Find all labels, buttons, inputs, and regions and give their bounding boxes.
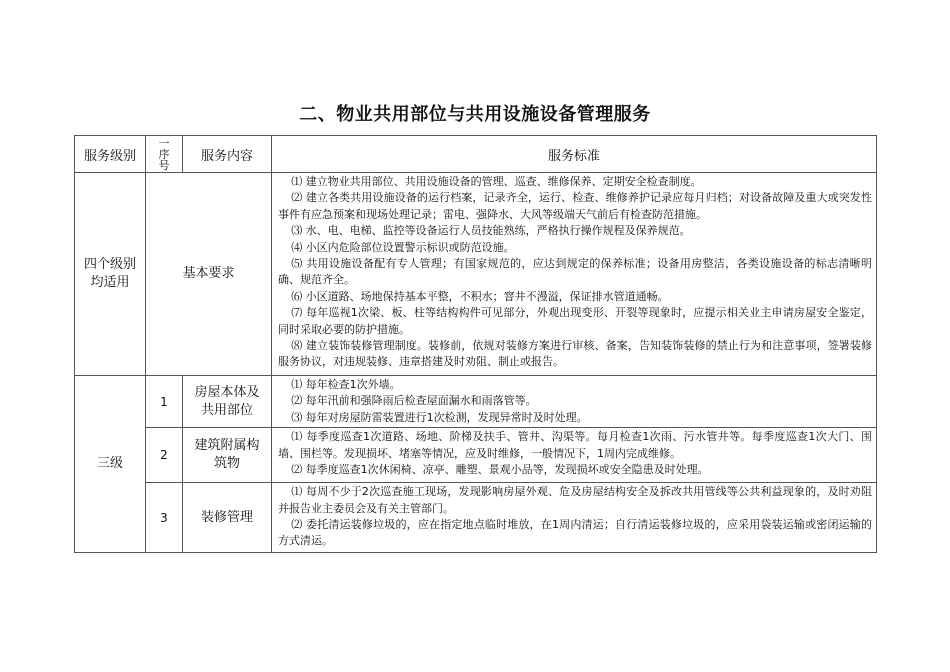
table-row-level3-3 bbox=[75, 483, 877, 553]
table-row-basic bbox=[75, 173, 877, 376]
seq-cell: 3 bbox=[146, 483, 183, 553]
service-standard-table bbox=[74, 135, 877, 553]
standard-item: ⑶ 每年对房屋防雷装置进行1次检测，发现异常时及时处理。 bbox=[291, 410, 588, 424]
standard-item: ⑴ 每季度巡查1次道路、场地、阶梯及扶手、管井、沟渠等。每月检查1次雨、污水管井等。每季度巡查1次大门、围墙、围栏等。发现损坏、堵塞等情况，应及时维修，一般情况下，1周内完成维修。 bbox=[278, 430, 872, 460]
level-cell-all: 四个级别均适用 bbox=[75, 173, 146, 376]
standard-item: ⑵ 委托清运装修垃圾的，应在指定地点临时堆放，在1周内清运；自行清运装修垃圾的，应采用袋装运输或密闭运输的方式清运。 bbox=[278, 518, 872, 548]
header-seq bbox=[146, 136, 183, 173]
content-cell: 建筑附属构筑物 bbox=[183, 428, 272, 483]
header-seq-line2: 序 bbox=[158, 147, 170, 161]
content-cell: 房屋本体及共用部位 bbox=[183, 376, 272, 428]
standard-item: ⑷ 小区内危险部位设置警示标识或防范设施。 bbox=[291, 240, 515, 254]
level-cell-3: 三级 bbox=[75, 376, 146, 553]
table-header-row bbox=[75, 136, 877, 173]
standard-item: ⑵ 每季度巡查1次休闲椅、凉亭、雕塑、景观小品等，发现损坏或安全隐患及时处理。 bbox=[291, 463, 709, 477]
standard-item: ⑴ 建立物业共用部位、共用设施设备的管理、巡查、维修保养、定期安全检查制度。 bbox=[291, 175, 702, 188]
standard-item: ⑸ 共用设施设备配有专人管理；有国家规范的，应达到规定的保养标准；设备用房整洁，各类设施设备的标志清晰明确、规范齐全。 bbox=[278, 257, 872, 287]
standard-item: ⑶ 水、电、电梯、监控等设备运行人员技能熟练，严格执行操作规程及保养规范。 bbox=[291, 224, 691, 238]
content-cell: 装修管理 bbox=[183, 483, 272, 553]
standard-cell bbox=[272, 428, 877, 483]
standard-item: ⑵ 建立各类共用设施设备的运行档案，记录齐全，运行、检查、维修养护记录应每月归档；对设备故障及重大或突发性事件有应急预案和现场处理记录；雷电、强降水、大风等级端天气前后有检查防范措施。 bbox=[278, 191, 872, 221]
seq-cell: 1 bbox=[146, 376, 183, 428]
header-seq-line1: 一 bbox=[158, 136, 170, 150]
header-level: 服务级别 bbox=[75, 136, 146, 173]
table-row-level3-1 bbox=[75, 376, 877, 428]
standard-item: ⑴ 每周不少于2次巡查施工现场，发现影响房屋外观、危及房屋结构安全及拆改共用管线等公共利益现象的，及时劝阻并报告业主委员会及有关主管部门。 bbox=[278, 485, 872, 515]
standard-item: ⑹ 小区道路、场地保持基本平整，不积水；窨井不漫溢，保证排水管道通畅。 bbox=[291, 289, 669, 303]
header-standard: 服务标准 bbox=[272, 136, 877, 173]
standard-item: ⑻ 建立装饰装修管理制度。装修前，依规对装修方案进行审核、备案，告知装饰装修的禁止行为和注意事项，签署装修服务协议，对违规装修、违章搭建及时劝阻、制止或报告。 bbox=[278, 339, 872, 369]
content-cell-basic: 基本要求 bbox=[146, 173, 272, 376]
header-seq-line3: 号 bbox=[158, 158, 170, 172]
standard-item: ⑴ 每年检查1次外墙。 bbox=[291, 378, 401, 391]
standard-cell-basic bbox=[272, 173, 877, 376]
standard-item: ⑺ 每年巡视1次梁、板、柱等结构构件可见部分，外观出现变形、开裂等现象时，应提示相关业主申请房屋安全鉴定，同时采取必要的防护措施。 bbox=[278, 306, 872, 336]
standard-cell bbox=[272, 483, 877, 553]
seq-cell: 2 bbox=[146, 428, 183, 483]
standard-item: ⑵ 每年汛前和强降雨后检查屋面漏水和雨落管等。 bbox=[291, 394, 537, 408]
header-content: 服务内容 bbox=[183, 136, 272, 173]
standard-cell bbox=[272, 376, 877, 428]
page-title: 二、物业共用部位与共用设施设备管理服务 bbox=[299, 104, 651, 125]
table-row-level3-2 bbox=[75, 428, 877, 483]
